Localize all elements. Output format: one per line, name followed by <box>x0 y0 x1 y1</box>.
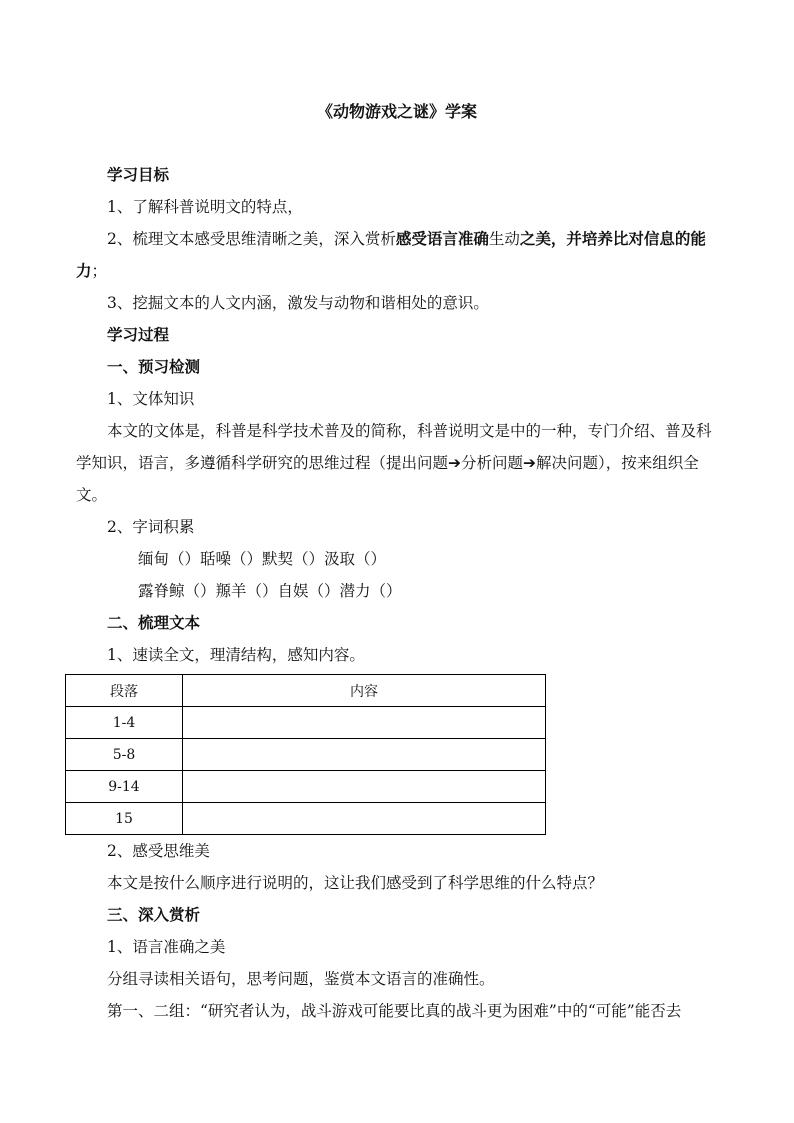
table-cell-content[interactable] <box>183 707 546 739</box>
table-cell-content[interactable] <box>183 803 546 835</box>
section-1-paragraph-line-1: 本文的文体是，科普是科学技术普及的简称，科普说明文是中的一种，专门介绍、普及科 <box>107 422 712 440</box>
table-cell-paragraph: 1-4 <box>66 707 183 739</box>
goals-heading: 学习目标 <box>107 165 170 184</box>
section-1-paragraph-line-2: 学知识，语言，多遵循科学研究的思维过程（提出问题➔分析问题➔解决问题），按来组织全 <box>76 454 699 472</box>
goal-2 <box>76 223 728 255</box>
process-heading: 学习过程 <box>107 325 170 344</box>
table-row <box>66 707 546 739</box>
section-1-item-1: 1、文体知识 <box>107 390 195 408</box>
goal-3: 3、挖掘文本的人文内涵，激发与动物和谐相处的意识。 <box>107 294 489 312</box>
table-header-cell: 段落 <box>66 675 183 707</box>
section-1-heading: 一、预习检测 <box>107 357 201 376</box>
goal-2-part-b: 感受语言准确 <box>395 229 489 248</box>
goal-2-part-d: 之美，并培养比对信息的能 <box>519 229 706 248</box>
goal-2-part-a: 2、梳理文本感受思维清晰之美，深入赏析 <box>107 230 396 248</box>
section-3-paragraph-1: 分组寻读相关语句，思考问题，鉴赏本文语言的准确性。 <box>107 970 495 988</box>
table-cell-paragraph: 9-14 <box>66 771 183 803</box>
section-2-paragraph: 本文是按什么顺序进行说明的，这让我们感受到了科学思维的什么特点？ <box>107 874 604 892</box>
table-row <box>66 771 546 803</box>
section-2-heading: 二、梳理文本 <box>107 613 201 632</box>
table-row <box>66 739 546 771</box>
table-header-row <box>66 675 546 707</box>
section-3-item-1: 1、语言准确之美 <box>107 938 226 956</box>
table-row <box>66 803 546 835</box>
vocab-line-1: 缅甸（）聒噪（）默契（）汲取（） <box>138 550 387 568</box>
page-title: 《动物游戏之谜》学案 <box>316 102 477 121</box>
section-3-paragraph-2: 第一、二组：“研究者认为，战斗游戏可能要比真的战斗更为困难”中的“可能”能否去 <box>107 1002 682 1020</box>
vocab-line-2: 露脊鲸（）羱羊（）自娱（）潜力（） <box>138 582 402 600</box>
table-header-cell: 内容 <box>183 675 546 707</box>
section-3-heading: 三、深入赏析 <box>107 905 201 924</box>
goal-1: 1、了解科普说明文的特点， <box>107 198 303 216</box>
section-2-item-2: 2、感受思维美 <box>107 842 210 860</box>
goal-2-part-f: ； <box>91 262 108 280</box>
table-cell-paragraph: 5-8 <box>66 739 183 771</box>
structure-table <box>65 674 546 835</box>
section-2-item-1: 1、速读全文，理清结构，感知内容。 <box>107 646 365 664</box>
document-body <box>76 159 728 1027</box>
table-cell-content[interactable] <box>183 739 546 771</box>
goal-2-continued <box>76 255 728 287</box>
goal-2-part-e: 力 <box>76 261 92 280</box>
goal-2-part-c: 生动 <box>488 230 520 248</box>
section-1-paragraph-line-3: 文。 <box>76 486 108 504</box>
table-cell-paragraph: 15 <box>66 803 183 835</box>
table-cell-content[interactable] <box>183 771 546 803</box>
section-1-item-2: 2、字词积累 <box>107 518 195 536</box>
